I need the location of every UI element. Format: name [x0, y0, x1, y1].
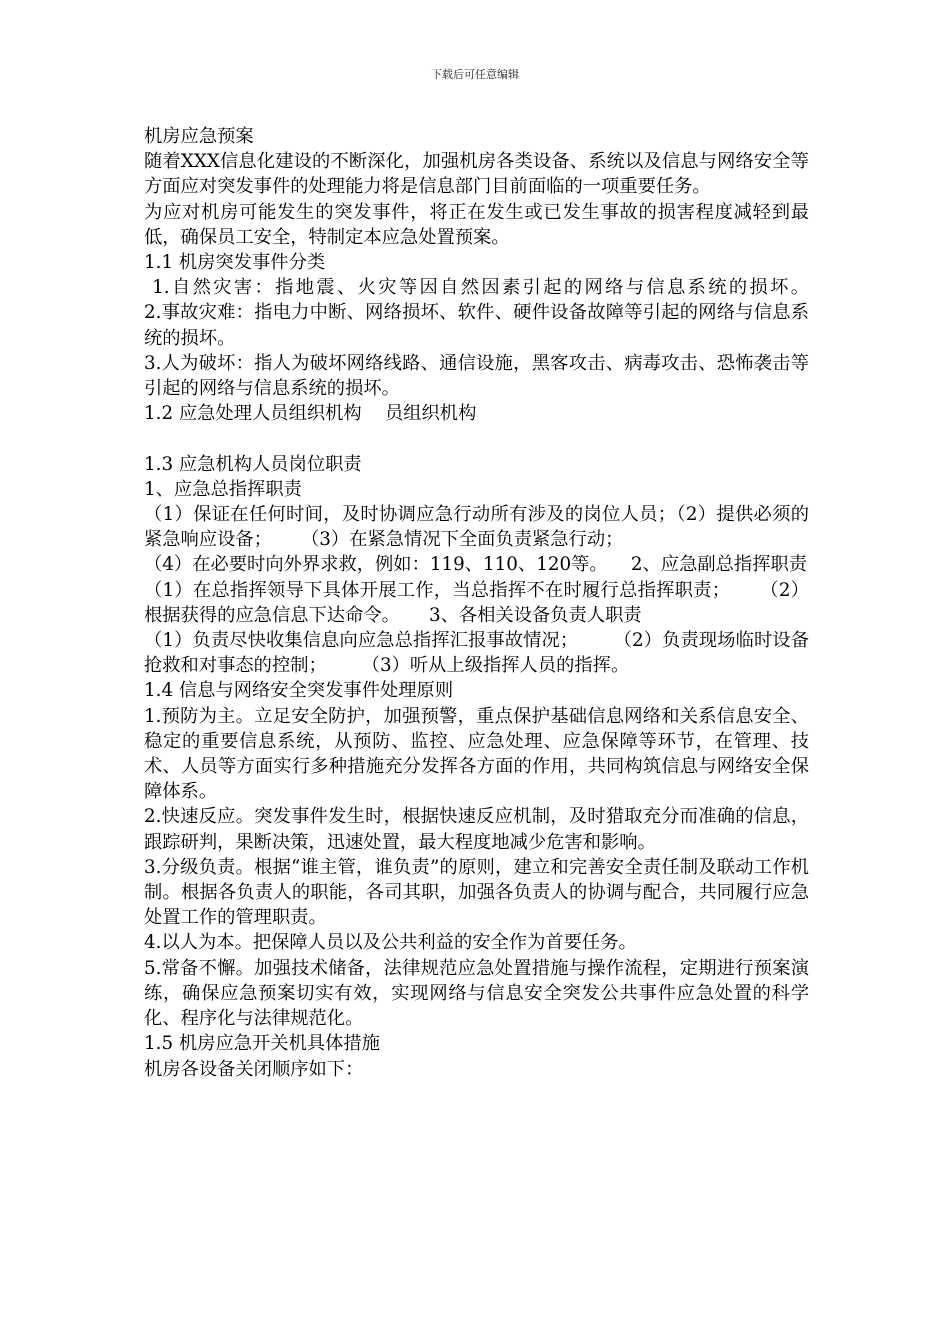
section-heading-1-2: 1.2 应急处理人员组织机构 员组织机构	[144, 403, 477, 425]
human-damage-paragraph: 3.人为破坏：指人为破坏网络线路、通信设施，黑客攻击、病毒攻击、恐怖袭击等引起的网络与信息系统的损坏。	[144, 352, 809, 400]
commander-duties-paragraph: （1）保证在任何时间，及时协调应急行动所有涉及的岗位人员；（2）提供必须的紧急响应设备； （3）在紧急情况下全面负责紧急行动；	[144, 504, 809, 551]
principle-prevention: 1.预防为主。立足安全防护，加强预警，重点保护基础信息网络和关系信息安全、稳定的重要信息系统，从预防、监控、应急处理、应急保障等环节，在管理、技术、人员等方面实行多种措施充分发挥各方面的作用，共同构筑信息与网络安全保障体系。	[144, 705, 809, 803]
external-help-paragraph: （4）在必要时向外界求救，例如：119、110、120等。 2、应急副总指挥职责	[144, 554, 808, 576]
principle-tiered-responsibility: 3.分级负责。根据“谁主管，谁负责”的原则，建立和完善安全责任制及联动工作机制。根据各负责人的职能，各司其职，加强各负责人的协调与配合，共同履行应急处置工作的管理职责。	[144, 856, 809, 929]
principle-rapid-response: 2.快速反应。突发事件发生时，根据快速反应机制，及时猎取充分而准确的信息，跟踪研判，果断决策，迅速处置，最大程度地减少危害和影响。	[144, 806, 809, 853]
equipment-duties-paragraph: （1）负责尽快收集信息向应急总指挥汇报事故情况； （2）负责现场临时设备抢救和对事态的控制； （3）听从上级指挥人员的指挥。	[144, 630, 809, 677]
principle-preparedness: 5.常备不懈。加强技术储备，法律规范应急处置措施与操作流程，定期进行预案演练，确保应急预案切实有效，实现网络与信息安全突发公共事件应急处置的科学化、程序化与法律规范化。	[144, 957, 809, 1030]
commander-duties-heading: 1、应急总指挥职责	[144, 478, 302, 500]
document-title: 机房应急预案	[144, 126, 254, 147]
incident-types-paragraph: 1.自然灾害：指地震、火灾等因自然因素引起的网络与信息系统的损坏。 2.事故灾难：指电力中断、网络损坏、软件、硬件设备故障等引起的网络与信息系统的损坏。	[144, 277, 868, 349]
document-body	[144, 124, 868, 1082]
shutdown-order-intro: 机房各设备关闭顺序如下：	[144, 1058, 364, 1080]
blank-line	[144, 426, 809, 451]
header-note: 下载后可任意编辑	[431, 68, 519, 81]
intro-paragraph: 随着XXX信息化建设的不断深化，加强机房各类设备、系统以及信息与网络安全等方面应对突发事件的处理能力将是信息部门目前面临的一项重要任务。	[144, 151, 809, 198]
section-heading-1-1: 1.1 机房突发事件分类	[144, 252, 326, 274]
deputy-duties-paragraph: （1）在总指挥领导下具体开展工作，当总指挥不在时履行总指挥职责； （2）根据获得的应急信息下达命令。 3、各相关设备负责人职责	[144, 579, 809, 626]
section-heading-1-5: 1.5 机房应急开关机具体措施	[144, 1033, 380, 1055]
purpose-paragraph: 为应对机房可能发生的突发事件，将正在发生或已发生事故的损害程度减轻到最低，确保员工安全，特制定本应急处置预案。	[144, 201, 809, 248]
principle-people-first: 4.以人为本。把保障人员以及公共利益的安全作为首要任务。	[144, 932, 637, 954]
section-heading-1-3: 1.3 应急机构人员岗位职责	[144, 453, 362, 475]
section-heading-1-4: 1.4 信息与网络安全突发事件处理原则	[144, 680, 454, 702]
